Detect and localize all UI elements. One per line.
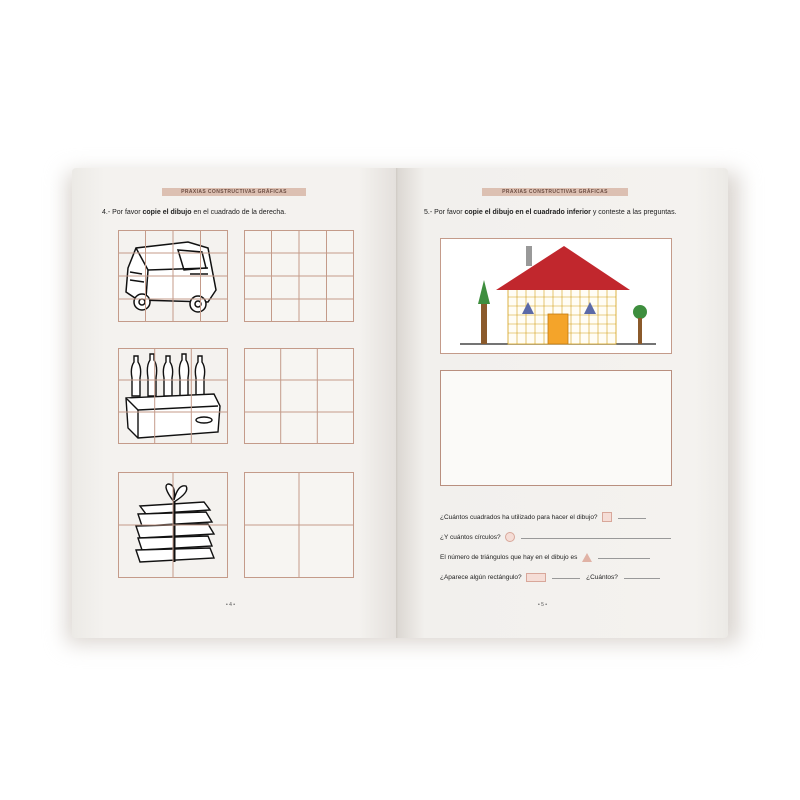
question-2-text: ¿Y cuántos círculos? [440, 534, 501, 541]
right-header-band: PRAXIAS CONSTRUCTIVAS GRÁFICAS [482, 188, 628, 196]
circle-icon [505, 532, 515, 542]
question-1-text: ¿Cuántos cuadrados ha utilizado para hacer el dibujo? [440, 514, 598, 521]
books-grid-figure [118, 472, 228, 578]
left-instruction-post: en el cuadrado de la derecha. [193, 209, 287, 216]
question-1 [440, 512, 646, 522]
house-door [548, 314, 568, 344]
rectangle-icon [526, 573, 546, 582]
answer-3-field[interactable] [598, 552, 650, 559]
left-header-band: PRAXIAS CONSTRUCTIVAS GRÁFICAS [162, 188, 306, 196]
van-copy-grid[interactable] [244, 230, 354, 322]
answer-2-field[interactable] [521, 532, 671, 539]
house-picture-frame [440, 238, 672, 354]
stack-of-books-drawing [136, 484, 214, 562]
right-instruction-post: y conteste a las preguntas. [592, 209, 677, 216]
question-3 [440, 552, 650, 562]
right-instruction-pre: Por favor [434, 209, 463, 216]
right-page-number: • 5 • [538, 602, 548, 608]
left-tree-trunk [481, 304, 487, 344]
left-instruction-bold: copie el dibujo [142, 209, 192, 216]
answer-4a-field[interactable] [552, 572, 580, 579]
left-instruction [102, 208, 286, 218]
box-of-bottles-drawing [126, 354, 220, 438]
question-2 [440, 532, 671, 542]
van-grid-figure [118, 230, 228, 322]
house-copy-box[interactable] [440, 370, 672, 486]
answer-1-field[interactable] [618, 512, 646, 519]
right-instruction [424, 208, 704, 218]
books-copy-grid[interactable] [244, 472, 354, 578]
right-page [398, 168, 728, 638]
left-page [72, 168, 398, 638]
left-exercise-number: 4.- [102, 209, 111, 216]
question-4-followup: ¿Cuántos? [586, 574, 618, 581]
right-instruction-bold: copie el dibujo en el cuadrado inferior [464, 209, 591, 216]
triangle-icon [582, 553, 592, 562]
right-exercise-number: 5.- [424, 209, 433, 216]
bottles-copy-grid[interactable] [244, 348, 354, 444]
question-4-text: ¿Aparece algún rectángulo? [440, 574, 522, 581]
question-3-text: El número de triángulos que hay en el dibujo es [440, 554, 578, 561]
left-instruction-pre: Por favor [112, 209, 141, 216]
right-tree-top [633, 305, 647, 319]
left-page-number: • 4 • [226, 602, 236, 608]
chimney [526, 246, 532, 266]
answer-4b-field[interactable] [624, 572, 660, 579]
square-icon [602, 512, 612, 522]
question-4 [440, 572, 660, 582]
right-tree-trunk [638, 318, 642, 344]
bottles-grid-figure [118, 348, 228, 444]
